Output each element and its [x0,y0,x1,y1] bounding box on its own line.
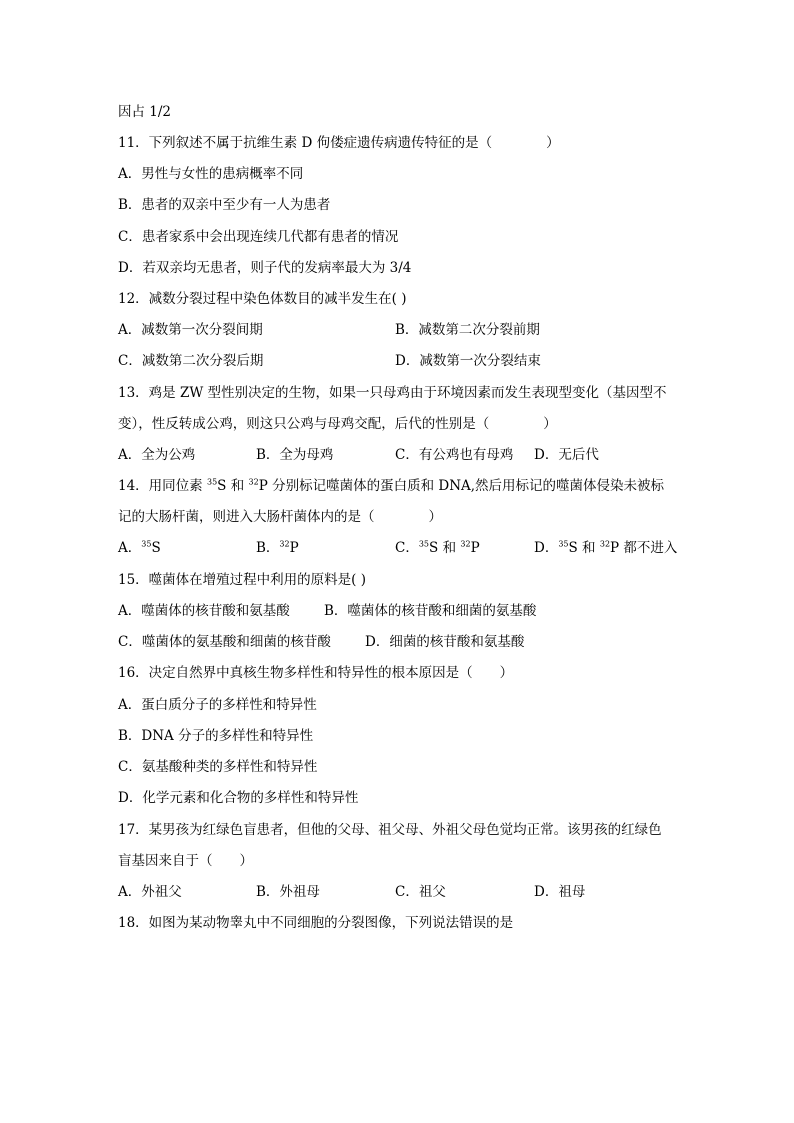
question-13-stem-line-1: 13．鸡是 ZW 型性别决定的生物，如果一只母鸡由于环境因素而发生表现型变化（基因型不 [118,385,667,401]
question-16-option-d: D．化学元素和化合物的多样性和特异性 [118,790,359,806]
question-16-option-c: C．氨基酸种类的多样性和特异性 [118,759,318,775]
question-11-option-d: D．若双亲均无患者，则子代的发病率最大为 3/4 [118,260,412,276]
question-16-stem: 16．决定自然界中真核生物多样性和特异性的根本原因是（ ） [118,665,514,681]
question-14-option-d [534,539,677,557]
q14-b-sup: 32 [279,539,290,549]
q14-b-prefix: B． [256,540,280,556]
question-15-option-b: B．噬菌体的核苷酸和细菌的氨基酸 [324,603,537,619]
q14-c-mid: S 和 [429,540,461,556]
q14-c-prefix: C． [395,540,419,556]
question-13-option-c: C．有公鸡也有母鸡 [395,447,514,463]
question-17-option-c: C．祖父 [395,884,446,900]
question-13-stem-line-2: 变），性反转成公鸡，则这只公鸡与母鸡交配，后代的性别是（ ） [118,416,557,432]
q14-d-sup-32: 32 [599,539,611,549]
question-14-option-b [256,539,299,557]
q14-text-a: 14．用同位素 [118,478,207,494]
question-16-option-b: B．DNA 分子的多样性和特异性 [118,728,314,744]
question-17-option-d: D．祖母 [534,884,586,900]
question-14-stem-line-1 [118,477,664,495]
q14-sup-32: 32 [248,477,259,487]
question-15-stem: 15．噬菌体在增殖过程中利用的原料是( ) [118,572,367,588]
q14-b-suffix: P [289,540,299,556]
question-11-option-b: B．患者的双亲中至少有一人为患者 [118,197,331,213]
question-14-option-c [395,539,480,557]
question-12-option-a: A．减数第一次分裂间期 [118,322,263,338]
page-header: 因占 1/2 [118,104,172,120]
q14-d-mid: S 和 [568,540,600,556]
q14-text-b: S 和 [217,478,249,494]
question-12-option-d: D．减数第一次分裂结束 [395,353,541,369]
question-11-option-c: C．患者家系中会出现连续几代都有患者的情况 [118,229,399,245]
q14-c-suffix: P [470,540,480,556]
question-13-option-a: A．全为公鸡 [118,447,196,463]
question-12-stem: 12．减数分裂过程中染色体数目的减半发生在( ) [118,291,407,307]
question-14-stem-line-2: 记的大肠杆菌，则进入大肠杆菌体内的是（ ） [118,509,442,525]
question-18-stem: 18．如图为某动物睾丸中不同细胞的分裂图像，下列说法错误的是 [118,915,514,931]
question-17-option-b: B．外祖母 [256,884,320,900]
question-12-option-c: C．减数第二次分裂后期 [118,353,264,369]
question-11-stem: 11．下列叙述不属于抗维生素 D 佝偻症遗传病遗传特征的是（ ） [118,135,560,151]
q14-c-sup-35: 35 [418,539,430,549]
q14-a-sup: 35 [141,539,152,549]
question-15-option-a: A．噬菌体的核苷酸和氨基酸 [118,603,290,619]
question-13-option-b: B．全为母鸡 [256,447,334,463]
question-17-stem-line-2: 盲基因来自于（ ） [118,853,253,869]
q14-c-sup-32: 32 [460,539,471,549]
question-13-option-d: D．无后代 [534,447,599,463]
question-11-option-a: A．男性与女性的患病概率不同 [118,166,304,182]
question-16-option-a: A．蛋白质分子的多样性和特异性 [118,697,317,713]
question-15-option-d: D．细菌的核苷酸和氨基酸 [365,634,525,650]
question-17-stem-line-1: 17．某男孩为红绿色盲患者，但他的父母、祖父母、外祖父母色觉均正常。该男孩的红绿色 [118,822,662,838]
question-14-option-a [118,539,161,557]
q14-text-c: P 分别标记噬菌体的蛋白质和 DNA,然后用标记的噬菌体侵染未被标 [258,478,665,494]
q14-a-suffix: S [151,540,161,556]
q14-d-prefix: D． [534,540,559,556]
q14-d-suffix: P 都不进入 [610,540,678,556]
q14-a-prefix: A． [118,540,142,556]
question-12-option-b: B．减数第二次分裂前期 [395,322,540,338]
question-17-option-a: A．外祖父 [118,884,182,900]
q14-sup-35: 35 [206,477,218,487]
question-15-option-c: C．噬菌体的氨基酸和细菌的核苷酸 [118,634,331,650]
q14-d-sup-35: 35 [558,539,569,549]
